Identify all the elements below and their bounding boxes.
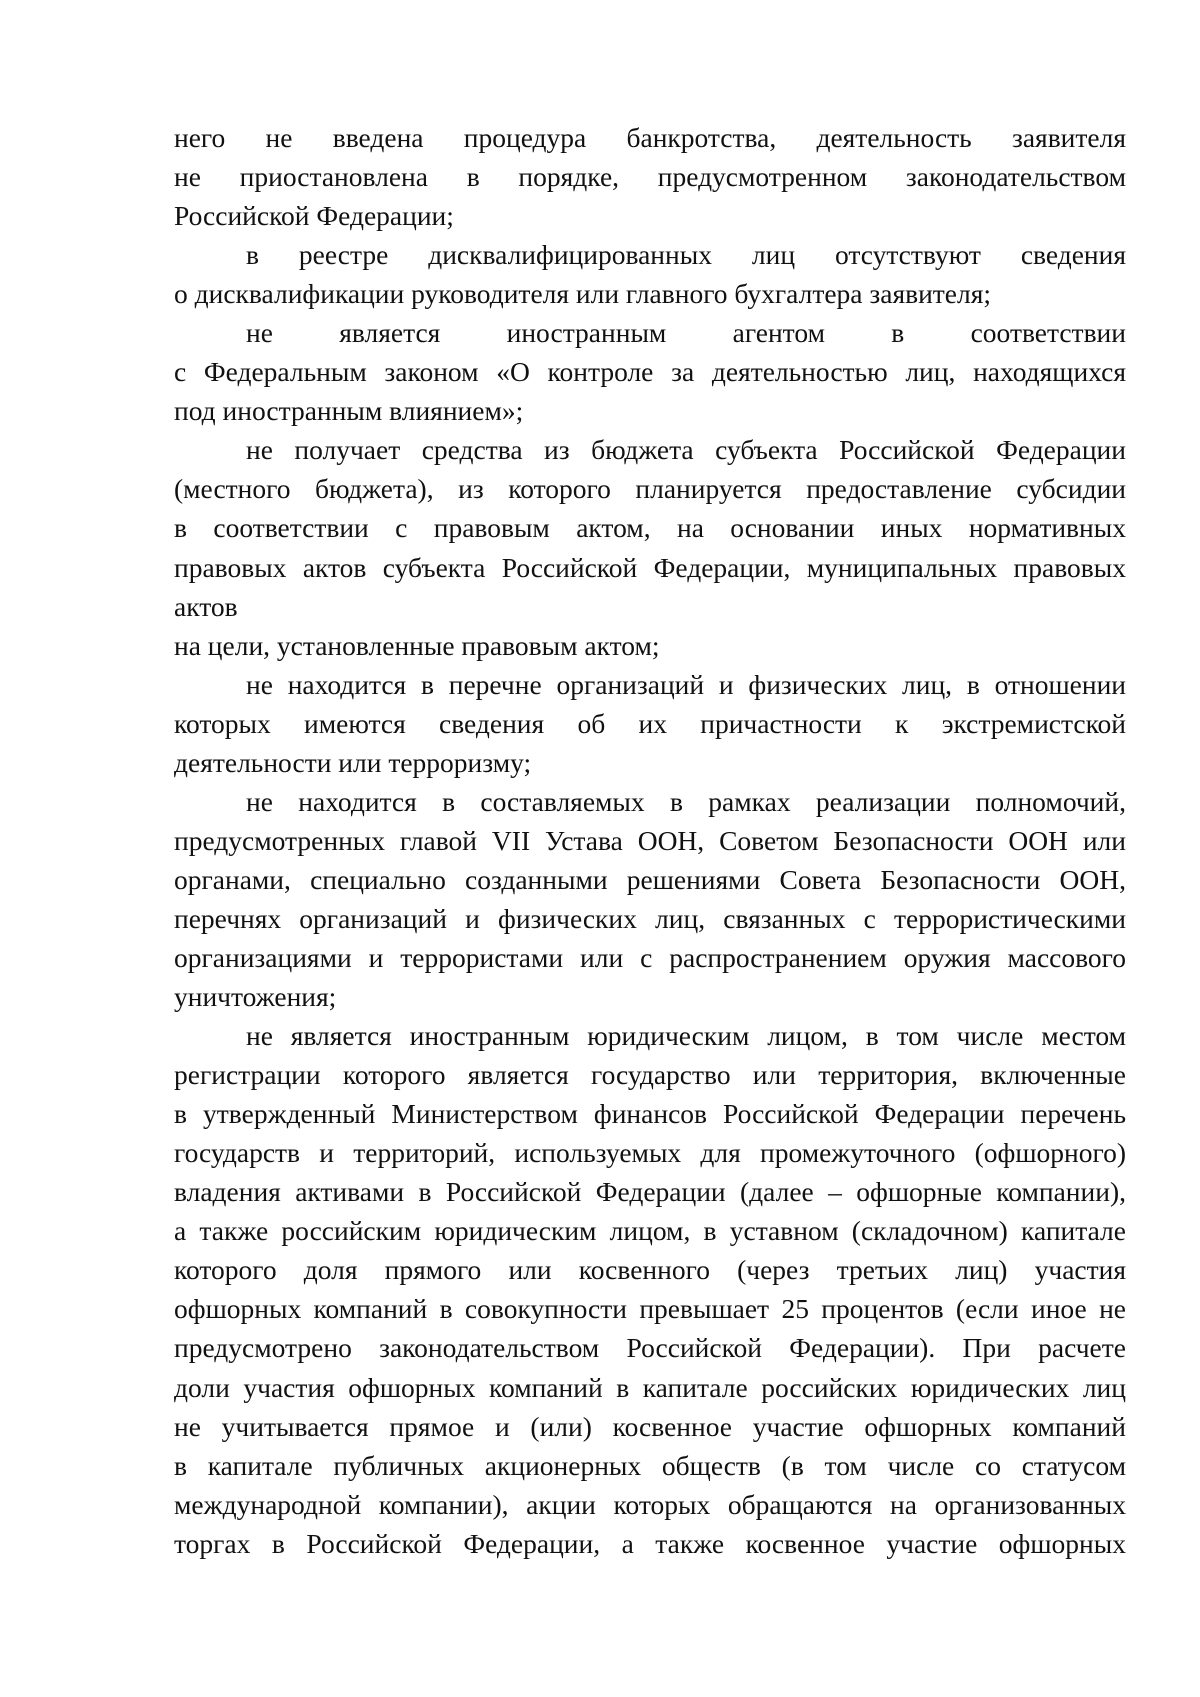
text-line: с Федеральным законом «О контроле за деятельностью лиц, находящихся bbox=[174, 356, 1126, 388]
text-line: о дисквалификации руководителя или главного бухгалтера заявителя; bbox=[174, 278, 992, 310]
text-line: органами, специально созданными решениями Совета Безопасности ООН, bbox=[174, 863, 1126, 895]
text-line: на цели, установленные правовым актом; bbox=[174, 629, 660, 661]
text-line: не является иностранным юридическим лицом, в том числе местом bbox=[246, 1020, 1126, 1052]
text-line: которого доля прямого или косвенного (через третьих лиц) участия bbox=[174, 1254, 1126, 1286]
text-line: правовых актов субъекта Российской Федерации, муниципальных правовых bbox=[174, 551, 1126, 583]
text-line: предусмотренных главой VII Устава ООН, Советом Безопасности ООН или bbox=[174, 824, 1126, 856]
text-line: уничтожения; bbox=[174, 981, 337, 1013]
text-line: в соответствии с правовым актом, на основании иных нормативных bbox=[174, 512, 1126, 544]
document-body bbox=[174, 118, 1126, 1563]
text-line: перечнях организаций и физических лиц, связанных с террористическими bbox=[174, 902, 1126, 934]
text-line: в утвержденный Министерством финансов Российской Федерации перечень bbox=[174, 1098, 1126, 1130]
text-line: не находится в составляемых в рамках реализации полномочий, bbox=[246, 785, 1126, 817]
text-line: в капитале публичных акционерных обществ (в том числе со статусом bbox=[174, 1449, 1126, 1481]
text-line: не учитывается прямое и (или) косвенное участие офшорных компаний bbox=[174, 1410, 1126, 1442]
text-line: не получает средства из бюджета субъекта Российской Федерации bbox=[246, 434, 1126, 466]
text-line: деятельности или терроризму; bbox=[174, 746, 532, 778]
text-line: в реестре дисквалифицированных лиц отсутствуют сведения bbox=[246, 239, 1126, 271]
text-line: государств и территорий, используемых для промежуточного (офшорного) bbox=[174, 1137, 1126, 1169]
text-line: (местного бюджета), из которого планируется предоставление субсидии bbox=[174, 473, 1126, 505]
text-line: регистрации которого является государство или территория, включенные bbox=[174, 1059, 1126, 1091]
text-line: не является иностранным агентом в соответствии bbox=[246, 317, 1126, 349]
text-line: которых имеются сведения об их причастности к экстремистской bbox=[174, 707, 1126, 739]
text-line: доли участия офшорных компаний в капитале российских юридических лиц bbox=[174, 1371, 1126, 1403]
text-line: торгах в Российской Федерации, а также косвенное участие офшорных bbox=[174, 1527, 1126, 1559]
text-line: предусмотрено законодательством Российской Федерации). При расчете bbox=[174, 1332, 1126, 1364]
text-line: не находится в перечне организаций и физических лиц, в отношении bbox=[246, 668, 1126, 700]
text-line: международной компании), акции которых обращаются на организованных bbox=[174, 1488, 1126, 1520]
text-line: а также российским юридическим лицом, в уставном (складочном) капитале bbox=[174, 1215, 1126, 1247]
text-line: него не введена процедура банкротства, деятельность заявителя bbox=[174, 122, 1126, 153]
text-line: под иностранным влиянием»; bbox=[174, 395, 524, 427]
text-line: организациями и террористами или с распространением оружия массового bbox=[174, 941, 1126, 973]
text-line: не приостановлена в порядке, предусмотренном законодательством bbox=[174, 161, 1126, 193]
text-line: Российской Федерации; bbox=[174, 200, 454, 232]
text-line: актов bbox=[174, 590, 238, 622]
text-line: офшорных компаний в совокупности превышает 25 процентов (если иное не bbox=[174, 1293, 1126, 1325]
text-line: владения активами в Российской Федерации (далее – офшорные компании), bbox=[174, 1176, 1126, 1208]
